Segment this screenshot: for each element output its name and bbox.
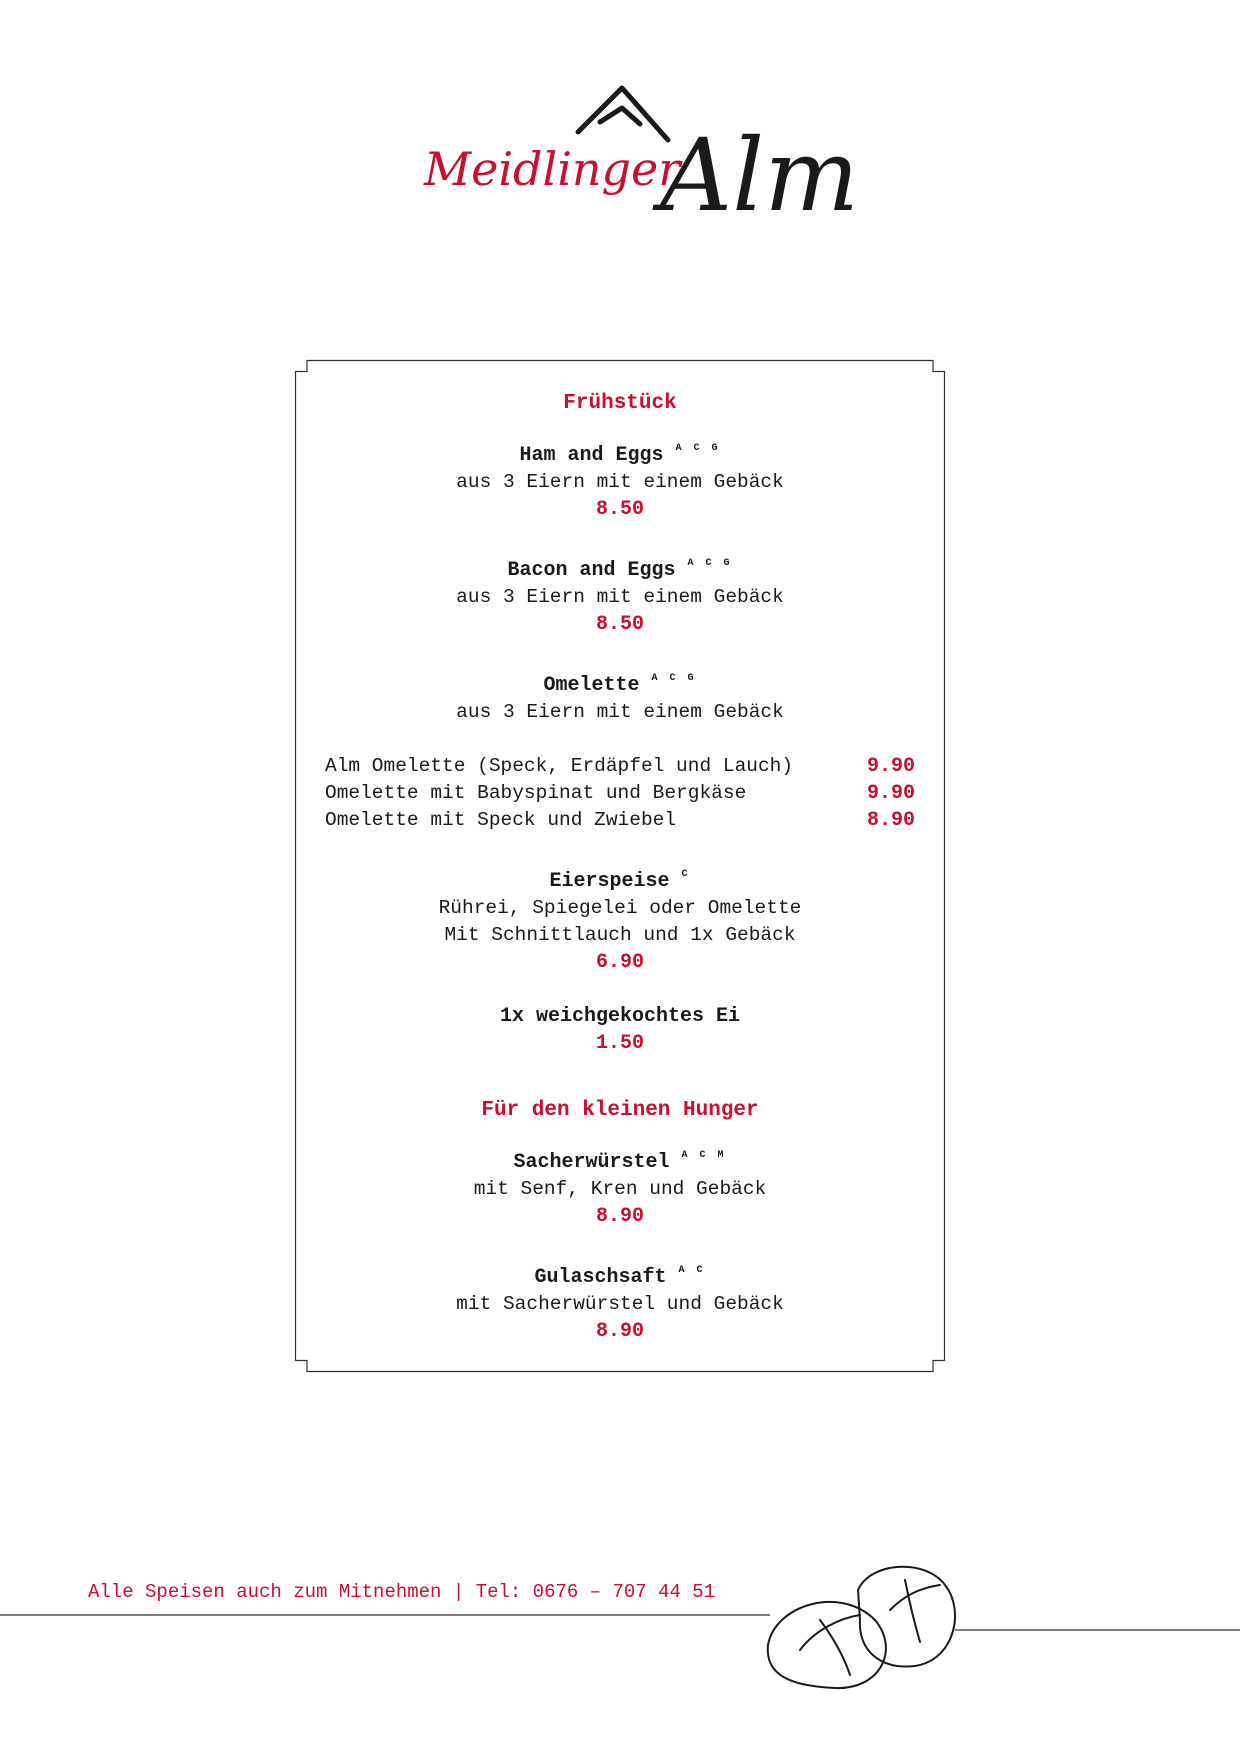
menu-item-ham-and-eggs [295,435,945,523]
item-name: Eierspeise [549,870,670,893]
menu-item-bacon-and-eggs [295,550,945,638]
bread-rolls-icon [768,1567,955,1688]
item-description-2: Mit Schnittlauch und 1x Gebäck [444,924,796,946]
list-item-name: Alm Omelette (Speck, Erdäpfel und Lauch) [325,755,794,777]
item-description: Rührei, Spiegelei oder Omelette [438,897,802,919]
item-name: Ham and Eggs [519,444,664,467]
item-price: 8.50 [595,498,644,521]
logo-script-text: Meidlinger [424,142,681,196]
allergen-codes: A C [678,1265,706,1276]
item-description: mit Senf, Kren und Gebäck [473,1178,767,1200]
menu-item-eierspeise [295,861,945,976]
mountain-icon [578,88,668,140]
item-name: 1x weichgekochtes Ei [499,1005,741,1028]
list-item-price: 8.90 [866,809,915,832]
item-description: mit Sacherwürstel und Gebäck [456,1293,784,1315]
menu-item-weichgekochtes-ei [295,1003,945,1057]
list-item [325,807,915,834]
footer-contact-text: Alle Speisen auch zum Mitnehmen | Tel: 0676 – 707 44 51 [88,1581,716,1603]
logo-graphic [410,80,860,234]
logo-main-text: Alm [660,117,860,234]
menu-item-sacherwuerstel [295,1142,945,1230]
allergen-codes: A C M [681,1150,727,1161]
allergen-codes: A C G [687,558,733,569]
footer-decoration [0,1550,1240,1700]
allergen-codes: A C G [675,443,721,454]
item-name: Sacherwürstel [513,1151,670,1174]
item-price: 8.90 [595,1320,644,1343]
item-price: 6.90 [595,951,644,974]
list-item-name: Omelette mit Babyspinat und Bergkäse [325,782,747,804]
menu-card [295,360,945,1372]
item-name: Gulaschsaft [534,1266,667,1289]
list-item-name: Omelette mit Speck und Zwiebel [325,809,677,831]
omelette-variants-list [295,753,945,834]
item-price: 8.90 [595,1205,644,1228]
list-item [325,753,915,780]
restaurant-logo [410,80,860,234]
list-item [325,780,915,807]
item-price: 1.50 [595,1032,644,1055]
item-description: aus 3 Eiern mit einem Gebäck [456,701,784,723]
menu-item-gulaschsaft [295,1257,945,1345]
menu-item-omelette [295,665,945,726]
list-item-price: 9.90 [866,782,915,805]
section-title-fruehstueck: Frühstück [563,392,677,415]
allergen-codes: C [681,869,691,880]
item-name: Omelette [543,674,640,697]
section-title-kleiner-hunger: Für den kleinen Hunger [481,1099,759,1122]
item-description: aus 3 Eiern mit einem Gebäck [456,586,784,608]
item-name: Bacon and Eggs [507,559,676,582]
list-item-price: 9.90 [866,755,915,778]
item-description: aus 3 Eiern mit einem Gebäck [456,471,784,493]
allergen-codes: A C G [651,673,697,684]
item-price: 8.50 [595,613,644,636]
